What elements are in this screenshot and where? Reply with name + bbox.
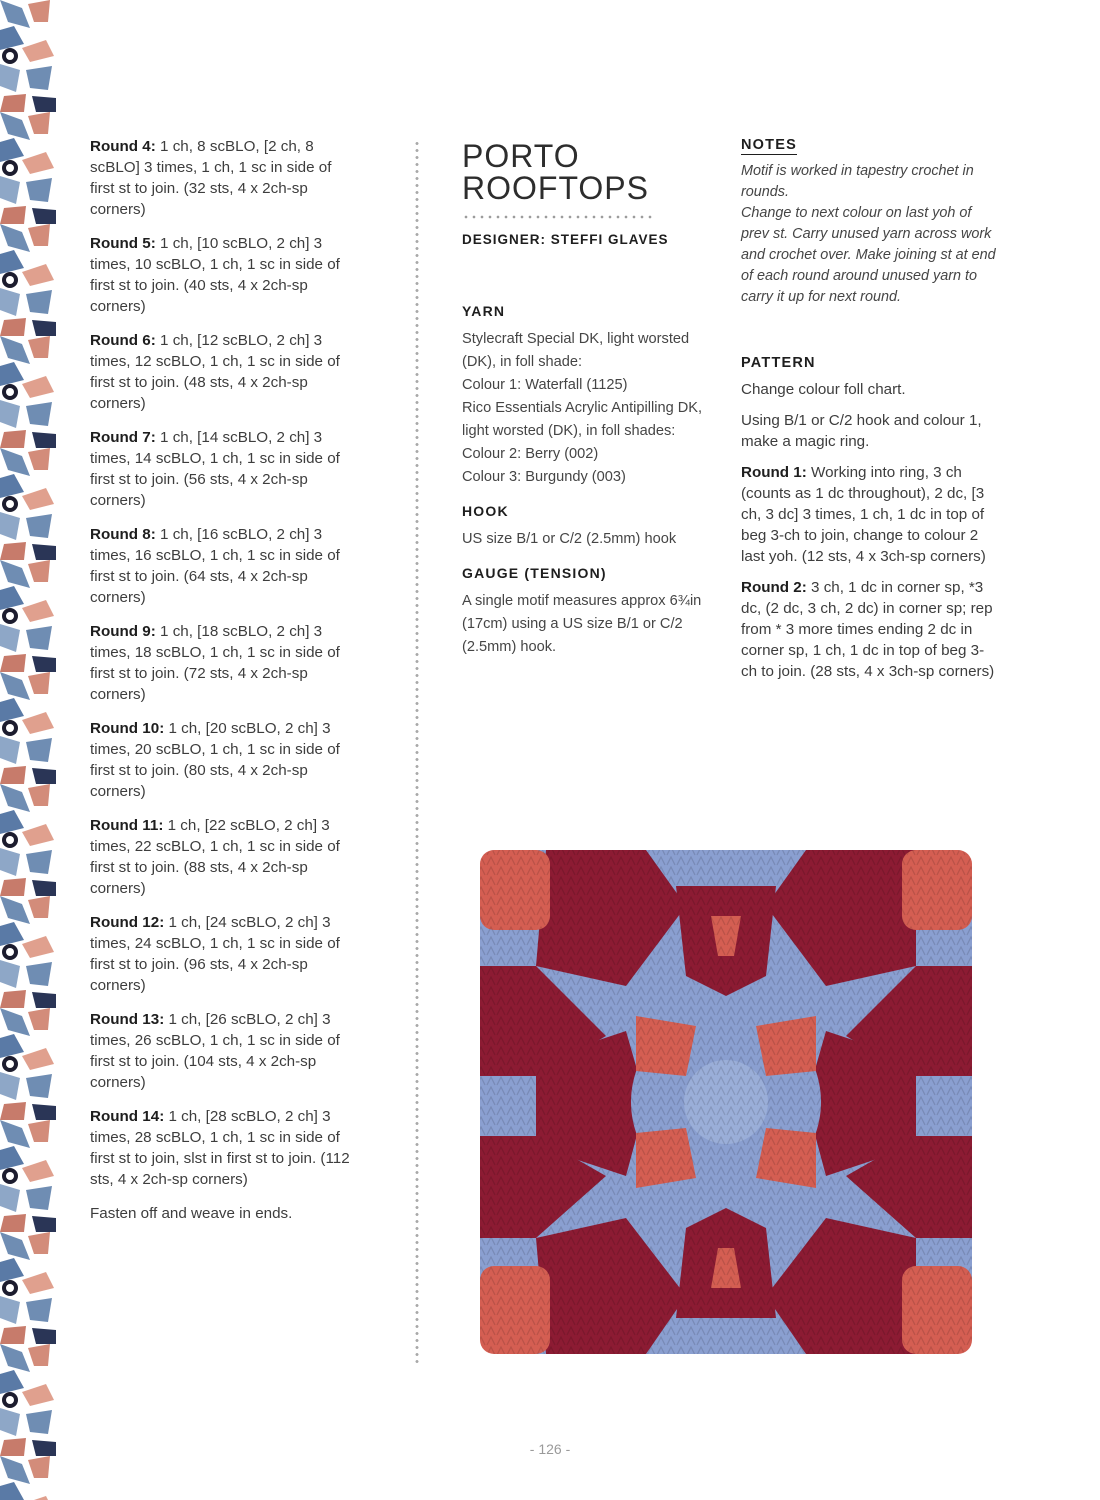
yarn-line: Colour 3: Burgundy (003) — [462, 469, 626, 485]
yarn-line: Stylecraft Special DK, light worsted (DK), in foll shade: — [462, 331, 690, 370]
round-label: Round 7: — [90, 429, 156, 446]
yarn-heading: YARN — [462, 303, 506, 319]
round-label: Round 13: — [90, 1011, 165, 1028]
left-column — [90, 136, 360, 1237]
notes-line: Motif is worked in tapestry crochet in rounds. — [741, 163, 974, 200]
round-paragraph — [90, 912, 360, 996]
closing-instruction: Fasten off and weave in ends. — [90, 1205, 293, 1222]
round-text: 3 ch, 1 dc in corner sp, *3 dc, (2 dc, 3 ch, 2 dc) in corner sp; rep from * 3 more times ending 2 dc in corner sp, 1 ch, 1 dc in top of beg 3-ch to join. (28 sts, 4 x 3ch-sp corners) — [741, 579, 995, 680]
round-label: Round 8: — [90, 526, 156, 543]
round-label: Round 2: — [741, 579, 807, 596]
middle-column — [462, 136, 712, 673]
round-label: Round 12: — [90, 914, 165, 931]
round-paragraph — [90, 1009, 360, 1093]
pattern-intro: Using B/1 or C/2 hook and colour 1, make a magic ring. — [741, 412, 982, 450]
round-label: Round 10: — [90, 720, 165, 737]
round-label: Round 5: — [90, 235, 156, 252]
round-label: Round 11: — [90, 817, 164, 834]
round-text: 1 ch, [26 scBLO, 2 ch] 3 times, 26 scBLO, 1 ch, 1 sc in side of first st to join. (104 sts, 4 x 2ch-sp corners) — [90, 1011, 340, 1091]
title-dotted-rule — [462, 214, 654, 220]
round-text: 1 ch, [14 scBLO, 2 ch] 3 times, 14 scBLO, 1 ch, 1 sc in side of first st to join. (56 sts, 4 x 2ch-sp corners) — [90, 429, 340, 509]
round-text: 1 ch, 8 scBLO, [2 ch, 8 scBLO] 3 times, 1 ch, 1 sc in side of first st to join. (32 sts, 4 x 2ch-sp corners) — [90, 138, 332, 218]
pattern-intro: Change colour foll chart. — [741, 381, 906, 398]
round-paragraph — [90, 233, 360, 317]
title-line-2: ROOFTOPS — [462, 170, 649, 206]
hook-text: US size B/1 or C/2 (2.5mm) hook — [462, 531, 677, 547]
pattern-round-1 — [741, 462, 996, 567]
gauge-section — [462, 565, 712, 659]
right-column — [741, 136, 996, 692]
round-label: Round 9: — [90, 623, 156, 640]
round-text: 1 ch, [18 scBLO, 2 ch] 3 times, 18 scBLO, 1 ch, 1 sc in side of first st to join. (72 sts, 4 x 2ch-sp corners) — [90, 623, 340, 703]
pattern-title — [462, 140, 712, 204]
round-label: Round 6: — [90, 332, 156, 349]
round-text: 1 ch, [20 scBLO, 2 ch] 3 times, 20 scBLO, 1 ch, 1 sc in side of first st to join. (80 sts, 4 x 2ch-sp corners) — [90, 720, 340, 800]
yarn-section — [462, 303, 712, 489]
round-paragraph — [90, 524, 360, 608]
round-paragraph — [90, 427, 360, 511]
round-label: Round 4: — [90, 138, 156, 155]
round-paragraph — [90, 330, 360, 414]
decorative-tile-border — [0, 0, 56, 1500]
yarn-line: Colour 2: Berry (002) — [462, 446, 599, 462]
round-text: 1 ch, [10 scBLO, 2 ch] 3 times, 10 scBLO, 1 ch, 1 sc in side of first st to join. (40 sts, 4 x 2ch-sp corners) — [90, 235, 340, 315]
pattern-round-2 — [741, 577, 996, 682]
page-number: - 126 - — [529, 1441, 571, 1457]
round-paragraph — [90, 136, 360, 220]
dotted-divider — [415, 140, 419, 1365]
gauge-text: A single motif measures approx 6¾in (17cm) using a US size B/1 or C/2 (2.5mm) hook. — [462, 593, 702, 655]
pattern-heading: PATTERN — [741, 355, 816, 371]
round-paragraph — [90, 621, 360, 705]
round-paragraph — [90, 718, 360, 802]
round-text: 1 ch, [16 scBLO, 2 ch] 3 times, 16 scBLO, 1 ch, 1 sc in side of first st to join. (64 sts, 4 x 2ch-sp corners) — [90, 526, 340, 606]
notes-line: Change to next colour on last yoh of prev st. Carry unused yarn across work and crochet over. Make joining st at end of each round around unused yarn to carry it up for next round. — [741, 205, 996, 305]
title-line-1: PORTO — [462, 138, 580, 174]
hook-heading: HOOK — [462, 503, 509, 519]
round-label: Round 14: — [90, 1108, 165, 1125]
yarn-line: Colour 1: Waterfall (1125) — [462, 377, 628, 393]
gauge-heading: GAUGE (TENSION) — [462, 565, 607, 581]
hook-section — [462, 503, 712, 551]
round-text: 1 ch, [28 scBLO, 2 ch] 3 times, 28 scBLO, 1 ch, 1 sc in side of first st to join, slst in first st to join. (112 sts, 4 x 2ch-sp corners) — [90, 1108, 350, 1188]
notes-heading: NOTES — [741, 137, 797, 153]
round-paragraph — [90, 815, 360, 899]
round-text: 1 ch, [12 scBLO, 2 ch] 3 times, 12 scBLO, 1 ch, 1 sc in side of first st to join. (48 sts, 4 x 2ch-sp corners) — [90, 332, 340, 412]
yarn-line: Rico Essentials Acrylic Antipilling DK, light worsted (DK), in foll shades: — [462, 400, 703, 439]
round-label: Round 1: — [741, 464, 807, 481]
round-text: Working into ring, 3 ch (counts as 1 dc throughout), 2 dc, [3 ch, 3 dc] 3 times, 1 ch, 1 dc in top of beg 3-ch to join, change to colour 2 last yoh. (12 sts, 4 x 3ch-sp corners) — [741, 464, 986, 565]
round-paragraph — [90, 1106, 360, 1190]
round-text: 1 ch, [22 scBLO, 2 ch] 3 times, 22 scBLO, 1 ch, 1 sc in side of first st to join. (88 sts, 4 x 2ch-sp corners) — [90, 817, 340, 897]
designer-credit: DESIGNER: STEFFI GLAVES — [462, 232, 669, 247]
crochet-motif-photo — [476, 846, 976, 1358]
round-text: 1 ch, [24 scBLO, 2 ch] 3 times, 24 scBLO, 1 ch, 1 sc in side of first st to join. (96 sts, 4 x 2ch-sp corners) — [90, 914, 340, 994]
